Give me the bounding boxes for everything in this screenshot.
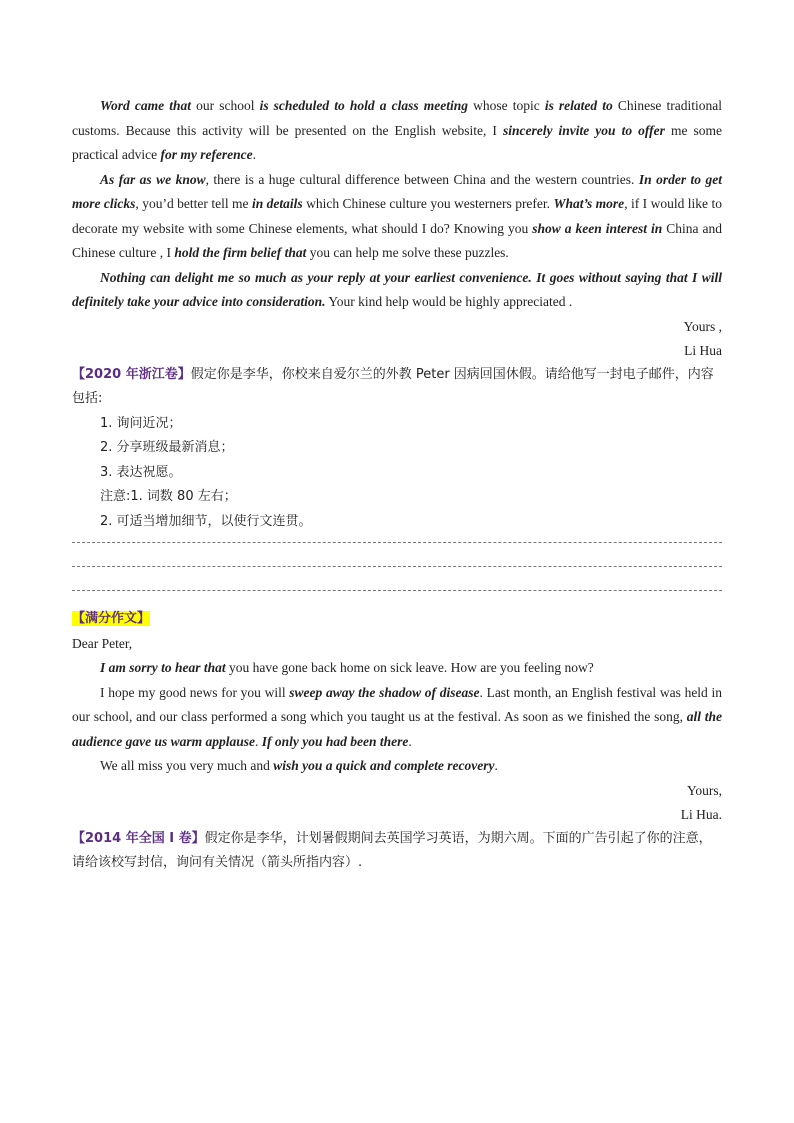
phrase: What’s more [553,196,625,211]
phrase: show a keen interest in [532,220,663,236]
text: Your kind help would be highly appreciated . [325,294,573,309]
task-2014-tag: 【2014 年全国 I 卷】 [72,830,205,846]
phrase: wish you a quick and complete recovery [273,758,495,773]
text: which Chinese culture you westerners prefer. [302,196,554,211]
text: . [494,758,498,773]
phrase: in details [251,196,303,211]
requirement-item: 1. 询问近况； [100,415,182,431]
document-page [72,94,722,876]
letter1-paragraph-1 [72,94,722,168]
phrase: all the audience gave us warm applause [72,709,722,749]
task-2014-prompt [72,827,722,876]
phrase: sweep away the shadow of disease [289,684,480,700]
phrase: sincerely invite you to offer [502,122,665,138]
task-2014-text: 假定你是李华，计划暑假期间去英国学习英语，为期六周。下面的广告引起了你的注意，请给该校写封信，询问有关情况（箭头所指内容）. [72,830,712,870]
text: me some practical advice [72,122,722,162]
text: . [255,733,262,749]
letter2-signature: Li Hua. [680,806,722,822]
task-2020-text: 假定你是李华，你校来自爱尔兰的外教 Peter 因病回国休假。请给他写一封电子邮件，内容包括: [72,366,714,406]
letter1-signature: Li Hua [684,342,722,358]
answer-line [72,590,722,591]
answer-lines [72,542,722,591]
text: , there is a huge cultural difference between China and the western countries. [205,171,639,187]
requirement-item: 3. 表达祝愿。 [100,464,182,480]
note-item: 2. 可适当增加细节，以使行文连贯。 [100,513,312,529]
text: our school [190,98,260,113]
text: whose topic [467,98,545,113]
text: . Last month, an English festival was held in our school, and our class performed a song which you taught us at the festival. As soon as we finished the song, [72,684,723,724]
text: I hope my good news for you will [100,684,290,700]
letter2-closing: Yours, [686,782,722,798]
phrase: for my reference [160,147,253,162]
phrase: hold the firm belief that [174,245,307,260]
letter1-paragraph-2 [72,168,722,266]
phrase: In order to get more clicks [72,171,722,211]
note-item: 注意:1. 词数 80 左右； [100,489,237,504]
phrase: As far as we know [100,171,206,187]
answer-line [72,542,722,543]
text: , if I would like to decorate my website with some Chinese elements, what should I do? Knowing you [72,196,722,236]
text: you have gone back home on sick leave. How are you feeling now? [225,660,594,675]
phrase: Nothing can delight me so much as your reply at your earliest convenience. It goes without saying that I will definitely take your advice into consideration. [72,269,722,309]
task-2020-tag: 【2020 年浙江卷】 [72,366,191,382]
text: We all miss you very much and [100,758,274,773]
text: China and Chinese culture , I [72,220,722,260]
model-essay-label: 【满分作文】 [72,611,151,626]
letter2-greeting: Dear Peter, [72,635,133,651]
letter1-paragraph-3 [72,266,722,315]
text: , you’d better tell me [135,196,252,211]
requirement-item: 2. 分享班级最新消息； [100,440,234,455]
text: Chinese traditional customs. Because this activity will be presented on the English website, I [72,98,722,138]
letter2-paragraph-3 [72,754,722,779]
phrase: is related to [544,98,613,113]
letter2-paragraph-1 [72,656,722,681]
task-2020-requirements [72,412,722,535]
text: you can help me solve these puzzles. [306,245,509,260]
phrase: If only you had been there [261,733,409,749]
text: . [252,147,257,162]
task-2020-prompt [72,363,722,412]
text: . [408,733,412,749]
model-essay-label-row [72,606,722,632]
phrase: I am sorry to hear that [100,660,226,675]
phrase: is scheduled to hold a class meeting [259,98,468,113]
phrase: Word came that [100,98,191,113]
letter1-closing: Yours , [683,318,722,334]
letter2-paragraph-2 [72,681,722,755]
answer-line [72,566,722,567]
